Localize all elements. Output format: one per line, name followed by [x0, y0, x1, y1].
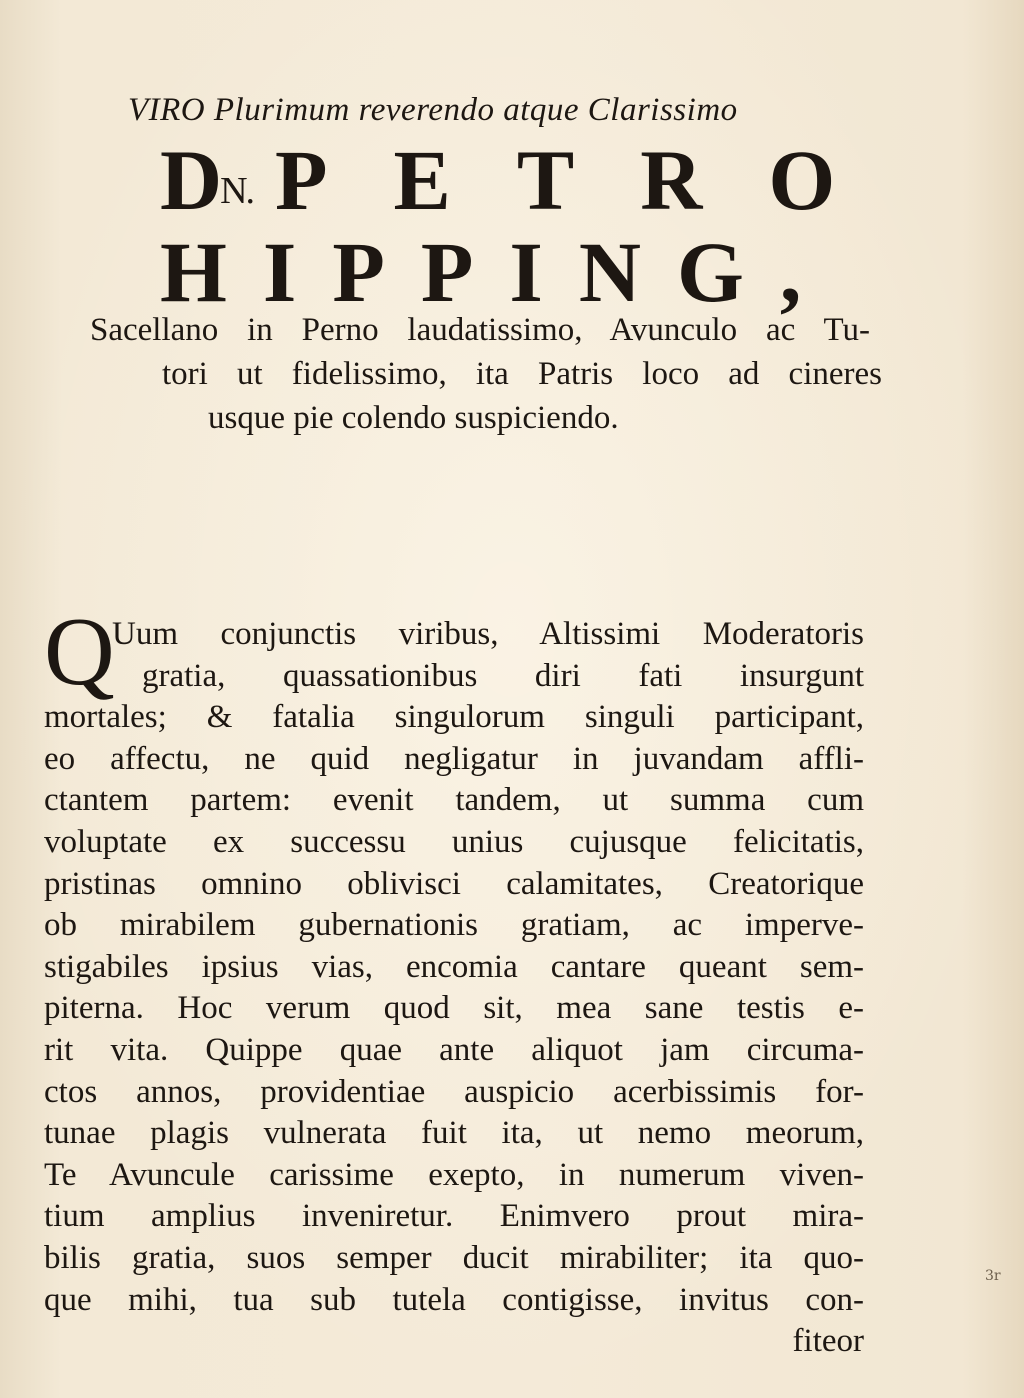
body-paragraph — [44, 614, 864, 1363]
body-line: ctos annos, providentiae auspicio acerbissimis for- — [44, 1073, 864, 1110]
body-line: piterna. Hoc verum quod sit, mea sane testis e- — [44, 990, 864, 1027]
title-abbreviation-small: N. — [220, 170, 254, 212]
body-line: voluptate ex successu unius cujusque felicitatis, — [44, 823, 864, 860]
dedication-line: Sacellano in Perno laudatissimo, Avunculo ac Tu- — [90, 312, 870, 348]
signature-mark: 3r — [985, 1268, 1001, 1284]
body-line: Uum conjunctis viribus, Altissimi Moderatoris — [112, 616, 864, 652]
title-abbreviation-main: D — [160, 132, 221, 228]
dedication-line: tori ut fidelissimo, ita Patris loco ad cineres — [162, 356, 882, 392]
dedication-text — [90, 308, 880, 440]
body-line: bilis gratia, suos semper ducit mirabiliter; ita quo- — [44, 1239, 864, 1276]
body-line: tium amplius inveniretur. Enimvero prout mira- — [44, 1198, 864, 1235]
body-line: Te Avuncule carissime exepto, in numerum viven- — [44, 1156, 864, 1193]
body-line: mortales; & fatalia singulorum singuli participant, — [44, 699, 864, 736]
body-line: gratia, quassationibus diri fati insurgunt — [142, 657, 864, 694]
body-line: ctantem partem: evenit tandem, ut summa cum — [44, 782, 864, 819]
body-line: eo affectu, ne quid negligatur in juvandam affli- — [44, 740, 864, 777]
body-line: tunae plagis vulnerata fuit ita, ut nemo meorum, — [44, 1115, 864, 1152]
body-line: que mihi, tua sub tutela contigisse, invitus con- — [44, 1281, 864, 1318]
body-line: stigabiles ipsius vias, encomia cantare queant sem- — [44, 948, 864, 985]
body-line: rit vita. Quippe quae ante aliquot jam circuma- — [44, 1031, 864, 1068]
salutation-heading: VIRO Plurimum reverendo atque Clarissimo — [128, 92, 738, 128]
dedicatee-first-name: PETRO — [275, 132, 902, 228]
body-line: pristinas omnino oblivisci calamitates, Creatorique — [44, 865, 864, 902]
catchword: fiteor — [792, 1323, 864, 1360]
dedication-line: usque pie colendo suspiciendo. — [208, 400, 619, 436]
dedicatee-surname: HIPPING, — [160, 224, 838, 320]
dedicatee-first-name-line — [160, 130, 902, 230]
body-line: ob mirabilem gubernationis gratiam, ac imperve- — [44, 907, 864, 944]
drop-cap-initial: Q — [44, 598, 115, 706]
